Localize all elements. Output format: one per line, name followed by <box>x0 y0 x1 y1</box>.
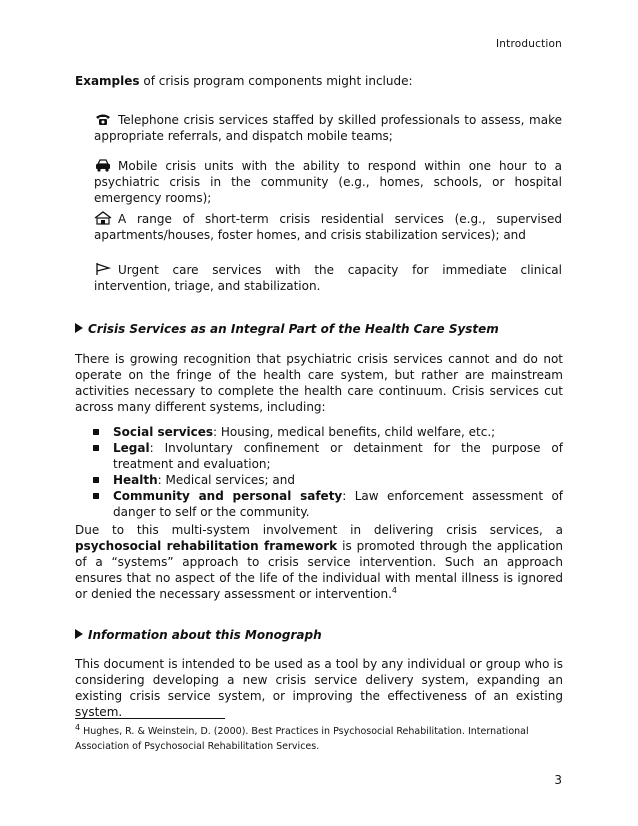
square-bullet-icon <box>93 429 99 435</box>
triangle-bullet-icon <box>75 323 83 333</box>
square-bullet-icon <box>93 477 99 483</box>
list-item <box>93 472 563 488</box>
list-item-text: : Housing, medical benefits, child welfare, etc.; <box>213 425 496 439</box>
section-heading-crisis-services <box>75 322 499 336</box>
example-item-mobile <box>94 158 562 206</box>
example-item-text: Mobile crisis units with the ability to respond within one hour to a psychiatric crisis in the community (e.g., homes, schools, or hospital emergency rooms); <box>94 159 562 205</box>
example-item-text: Telephone crisis services staffed by skilled professionals to assess, make appropriate referrals, and dispatch mobile teams; <box>94 113 562 143</box>
list-item-term: Community and personal safety <box>113 489 343 503</box>
list-item-term: Health <box>113 473 158 487</box>
section-heading-monograph <box>75 628 322 642</box>
list-item-text: : Involuntary confinement or detainment for the purpose of treatment and evaluation; <box>113 441 563 471</box>
footnote-divider <box>75 718 225 719</box>
example-item-urgent-care <box>94 262 562 294</box>
list-item-text: : Law enforcement assessment of danger to self or the community. <box>113 489 564 519</box>
car-icon <box>94 158 112 172</box>
list-item <box>93 488 563 520</box>
footnote-number: 4 <box>75 722 81 732</box>
square-bullet-icon <box>93 493 99 499</box>
page-number: 3 <box>554 773 562 787</box>
examples-lead <box>75 73 563 89</box>
telephone-icon <box>94 112 112 126</box>
footnote-reference[interactable]: 4 <box>391 586 398 595</box>
list-item-text: : Medical services; and <box>157 473 295 487</box>
paragraph-bold-term: psychosocial rehabilitation framework <box>75 539 338 553</box>
list-item-term: Legal <box>113 441 150 455</box>
section1-paragraph: There is growing recognition that psychiatric crisis services cannot and do not operate on the fringe of the health care system, but rather are mainstream activities necessary to complete the health care continuum. Crisis services cut across many different systems, including: <box>75 352 563 414</box>
paragraph-text: is promoted through the application of a “systems” approach to crisis service intervention. Such an approach ensures that no aspect of the life of the individual with mental illness is ignored or denied the necessary assessment or intervention. <box>75 539 563 601</box>
systems-list <box>93 424 563 520</box>
running-header: Introduction <box>496 38 562 50</box>
section-heading-text: Crisis Services as an Integral Part of the Health Care System <box>88 322 499 336</box>
flag-icon <box>94 262 112 276</box>
example-item-text: A range of short-term crisis residential services (e.g., supervised apartments/houses, foster homes, and crisis stabilization services); and <box>94 212 562 242</box>
section1-paragraph-2 <box>75 522 563 602</box>
example-item-residential <box>94 211 562 243</box>
triangle-bullet-icon <box>75 629 83 639</box>
section2-paragraph: This document is intended to be used as a tool by any individual or group who is considering developing a new crisis service delivery system, expanding an existing crisis service system, or improving the effectiveness of an existing system. <box>75 657 563 719</box>
footnote <box>75 724 555 754</box>
section-heading-text: Information about this Monograph <box>88 628 322 642</box>
footnote-text: Hughes, R. & Weinstein, D. (2000). Best Practices in Psychosocial Rehabilitation. International Association of Psychosocial Rehabilitation Services. <box>75 726 529 752</box>
house-icon <box>94 211 112 225</box>
example-item-text: Urgent care services with the capacity for immediate clinical intervention, triage, and stabilization. <box>94 263 562 293</box>
list-item <box>93 440 563 472</box>
example-item-telephone <box>94 112 562 144</box>
paragraph-text: Due to this multi-system involvement in delivering crisis services, a <box>75 523 563 537</box>
square-bullet-icon <box>93 445 99 451</box>
list-item-term: Social services <box>113 425 214 439</box>
examples-lead-bold: Examples <box>75 74 140 88</box>
list-item <box>93 424 563 440</box>
examples-lead-text: of crisis program components might include: <box>139 74 413 88</box>
